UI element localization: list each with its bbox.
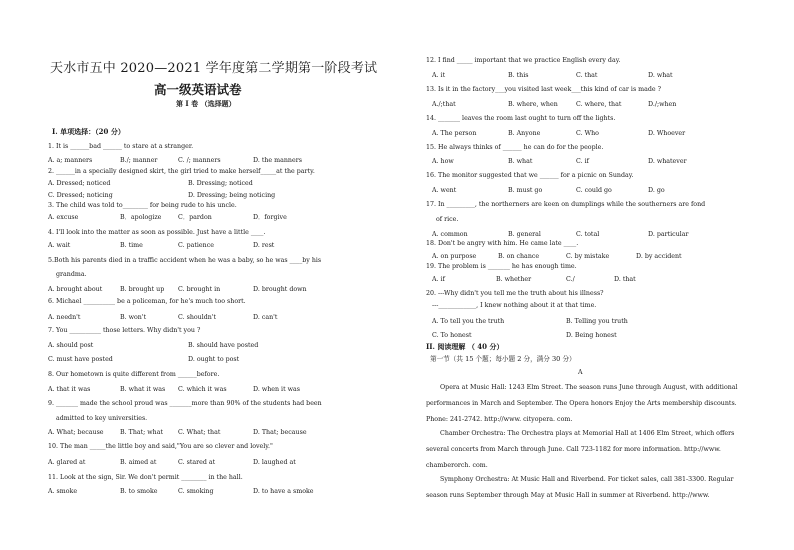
answer-option: A. should post — [48, 342, 94, 349]
answer-option: A. how — [432, 158, 454, 165]
answer-option: B. where, when — [508, 101, 558, 108]
answer-option: A. on purpose — [432, 253, 477, 260]
answer-option: D．forgive — [253, 214, 287, 221]
question-stem: 20. ---Why didn't you tell me the truth about his illness? — [426, 290, 604, 297]
answer-option: B. general — [508, 231, 541, 238]
answer-option: D. by accident — [636, 253, 682, 260]
answer-option: C. /; manners — [178, 157, 221, 164]
section2-heading: II. 阅读理解 （ 40 分） — [426, 342, 504, 351]
answer-option: C. Dressed; noticing — [48, 192, 113, 199]
answer-option: A. common — [432, 231, 468, 238]
answer-option: D./;when — [648, 101, 677, 108]
answer-option: C. shouldn't — [178, 314, 217, 321]
question-stem-cont: grandma. — [56, 271, 87, 278]
answer-option: A. if — [432, 276, 445, 283]
question-stem: 12. I find _____ important that we practice English every day. — [426, 57, 621, 64]
passage-line: several concerts from March through June. Call 723-1182 for more information. http://www. — [426, 446, 721, 453]
answer-option: D. particular — [648, 231, 689, 238]
question-stem: 15. He always thinks of ______ he can do for the people. — [426, 144, 604, 151]
answer-option: D. to have a smoke — [253, 488, 314, 495]
question-stem: 7. You __________ those letters. Why didn't you ? — [48, 327, 201, 334]
answer-option: C. that — [576, 72, 598, 79]
answer-option: A. wait — [48, 242, 71, 249]
answer-option: C. must have posted — [48, 356, 113, 363]
question-stem-cont: admitted to key universities. — [56, 415, 148, 422]
answer-option: D. can't — [253, 314, 278, 321]
answer-option: D. rest — [253, 242, 275, 249]
answer-option: B. time — [120, 242, 143, 249]
answer-option: C. which it was — [178, 386, 227, 393]
question-stem: 11. Look at the sign, Sir. We don't permit ________ in the hall. — [48, 474, 243, 481]
answer-option: D. the manners — [253, 157, 302, 164]
passage-label: A — [578, 369, 583, 376]
question-stem: 13. Is it in the factory___you visited last week___this kind of car is made ? — [426, 86, 662, 93]
answer-option: B. Anyone — [508, 130, 541, 137]
exam-subtitle: 高一级英语试卷 — [154, 82, 242, 97]
passage-line: Symphony Orchestra: At Music Hall and Riverbend. For ticket sales, call 381-3300. Regular — [440, 476, 734, 483]
answer-option: B. That; what — [120, 429, 164, 436]
answer-option: A. smoke — [48, 488, 78, 495]
answer-option: B. brought up — [120, 286, 165, 293]
answer-option: B. on chance — [498, 253, 540, 260]
answer-option: B. what — [508, 158, 533, 165]
question-stem: 9. _______ made the school proud was _______more than 90% of the students had been — [48, 400, 322, 407]
question-stem: 14. _______ leaves the room last ought to turn off the lights. — [426, 115, 616, 122]
answer-option: A. The person — [432, 130, 477, 137]
answer-option: C．pardon — [178, 214, 212, 221]
passage-line: Opera at Music Hall: 1243 Elm Street. The season runs June through August, with additional — [440, 384, 738, 391]
answer-option: A./;that — [432, 101, 456, 108]
answer-option: A. glared at — [48, 459, 86, 466]
answer-option: C. brought in — [178, 286, 221, 293]
answer-option: B. aimed at — [120, 459, 157, 466]
answer-option: D. laughed at — [253, 459, 296, 466]
answer-option: B. Dressing; noticed — [188, 180, 253, 187]
answer-option: C. patience — [178, 242, 214, 249]
answer-option: A. Dressed; noticed — [48, 180, 111, 187]
passage-line: performances in March and September. The Opera honors Enjoy the Arts membership discounts. — [426, 400, 737, 407]
answer-option: B. Telling you truth — [566, 318, 628, 325]
question-stem: 6. Michael __________ be a policeman, for he's much too short. — [48, 298, 246, 305]
answer-option: C. could go — [576, 187, 612, 194]
exam-title: 天水市五中 2020—2021 学年度第二学期第一阶段考试 — [50, 61, 378, 76]
passage-line: season runs September through May at Music Hall in summer at Riverbend. http://www. — [426, 492, 710, 499]
answer-option: C. smoking — [178, 488, 214, 495]
passage-line: chamberorch. com. — [426, 462, 488, 469]
answer-option: C. To honest — [432, 332, 472, 339]
question-stem: 5.Both his parents died in a traffic accident when he was a baby, so he was ____by his — [48, 257, 322, 264]
part-label: 第一节（共 15 个题；每小题 2 分，满分 30 分） — [430, 355, 576, 363]
answer-option: D. Dressing; being noticing — [188, 192, 276, 199]
answer-option: D. go — [648, 187, 665, 194]
passage-line: Chamber Orchestra: The Orchestra plays at Memorial Hall at 1406 Elm Street, which offers — [440, 430, 735, 437]
answer-option: C. where, that — [576, 101, 622, 108]
answer-option: A. needn't — [48, 314, 81, 321]
question-stem: 19. The problem is _______ he has enough time. — [426, 263, 577, 270]
answer-option: B. this — [508, 72, 529, 79]
question-stem: 10. The man _____the little boy and said,"You are so clever and lovely." — [48, 443, 273, 450]
answer-option: D. ought to post — [188, 356, 240, 363]
question-stem: 8. Our hometown is quite different from ______before. — [48, 371, 220, 378]
answer-option: C. if — [576, 158, 589, 165]
answer-option: A. To tell you the truth — [432, 318, 505, 325]
answer-option: A. What; because — [48, 429, 104, 436]
answer-option: D. what — [648, 72, 673, 79]
answer-option: D. when it was — [253, 386, 300, 393]
answer-option: C. total — [576, 231, 600, 238]
answer-option: D. brought down — [253, 286, 307, 293]
answer-option: A. excuse — [48, 214, 79, 221]
answer-option: C. Who — [576, 130, 599, 137]
question-stem: 3. The child was told to________ for being rude to his uncle. — [48, 202, 237, 209]
answer-option: B. won't — [120, 314, 147, 321]
answer-option: D. Being honest — [566, 332, 617, 339]
answer-option: B. whether — [496, 276, 532, 283]
answer-option: D. that — [614, 276, 636, 283]
answer-option: C. by mistake — [566, 253, 610, 260]
answer-option: B. to smoke — [120, 488, 158, 495]
answer-option: B./; manner — [120, 157, 158, 164]
question-stem: 17. In _________, the northerners are keen on dumplings while the southerners are fond — [426, 201, 706, 208]
question-stem: 2. ______in a specially designed skirt, the girl tried to make herself_____at the party. — [48, 168, 315, 175]
answer-option: C. stared at — [178, 459, 216, 466]
answer-option: A. went — [432, 187, 457, 194]
question-stem: 4. I'll look into the matter as soon as possible. Just have a little ____. — [48, 229, 266, 236]
answer-option: A. that it was — [48, 386, 91, 393]
volume-label: 第 I 卷 （选择题） — [176, 99, 236, 108]
answer-option: A. a; manners — [48, 157, 93, 164]
answer-option: B．apologize — [120, 214, 162, 221]
answer-option: D. whatever — [648, 158, 687, 165]
answer-option: C./ — [566, 276, 575, 283]
answer-option: D. That; because — [253, 429, 307, 436]
passage-line: Phone: 241-2742. http://www. cityopera. com. — [426, 416, 573, 423]
answer-option: B. what it was — [120, 386, 166, 393]
question-stem-cont: ---____________, I knew nothing about it at that time. — [432, 302, 597, 309]
answer-option: B. must go — [508, 187, 543, 194]
answer-option: B. should have posted — [188, 342, 259, 349]
answer-option: D. Whoever — [648, 130, 686, 137]
section1-heading: I. 单项选择：（20 分） — [52, 127, 125, 136]
answer-option: A. brought about — [48, 286, 103, 293]
question-stem: 16. The monitor suggested that we ______ for a picnic on Sunday. — [426, 172, 634, 179]
answer-option: A. it — [432, 72, 446, 79]
question-stem-cont: of rice. — [436, 216, 459, 223]
question-stem: 18. Don't be angry with him. He came late ____. — [426, 240, 579, 247]
answer-option: C. What; that — [178, 429, 221, 436]
question-stem: 1. It is ______bad ______ to stare at a stranger. — [48, 143, 194, 150]
